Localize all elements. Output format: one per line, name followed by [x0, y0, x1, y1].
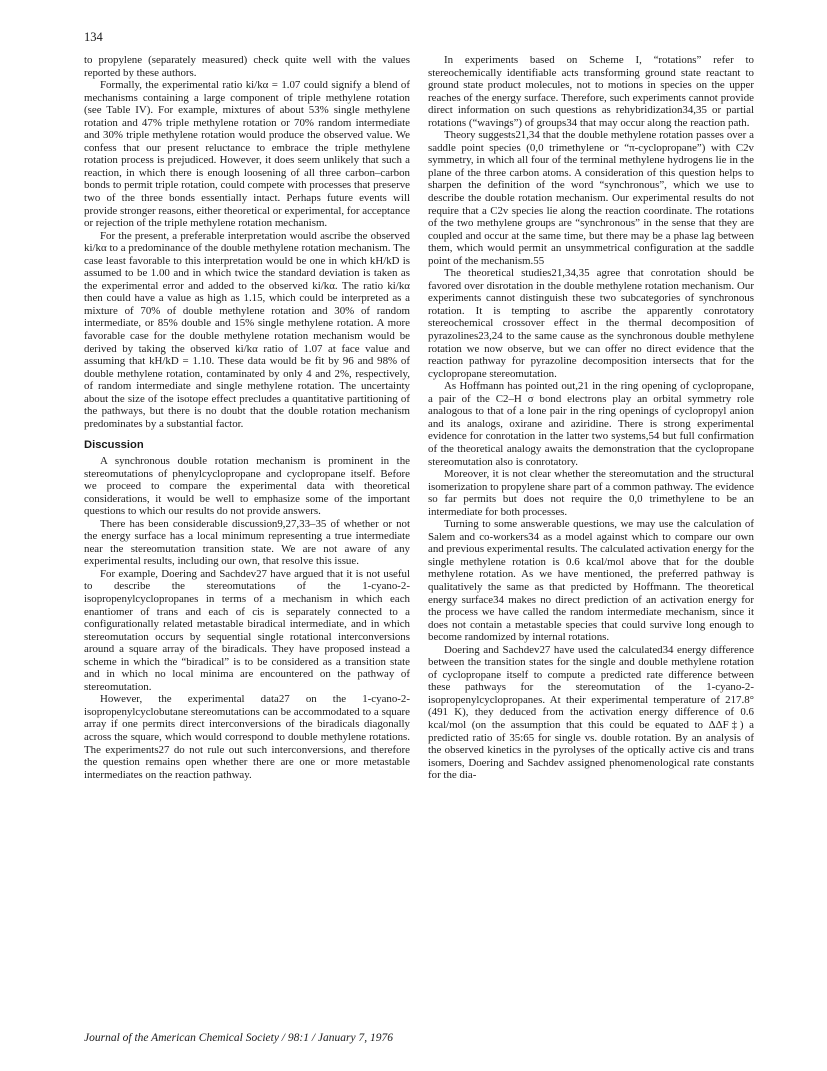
paragraph: The theoretical studies21,34,35 agree that conrotation should be favored over disrotation in the double methylene rotation mechanism. Our experiments cannot distinguish these two subcategories of synchronous rotation. It is tempting to ascribe the apparently conrotatory stereochemical crossover effect in the thermal decomposition of pyrazolines23,24 to the same cause as the synchronous double methylene rotation we now observe, but we can offer no direct evidence that the reaction pathway for pyrazoline decomposition intersects that for the cyclopropane stereomutation.: [428, 267, 754, 380]
paragraph: In experiments based on Scheme I, “rotations” refer to stereochemically identifiable acts transforming ground state reactant to ground state product molecules, not to motions in species on the upper reaches of the energy surface. Therefore, such experiments cannot provide direct information on such questions as rehybridization34,35 or partial rotations (“wavings”) of groups34 that may occur along the reaction path.: [428, 54, 754, 129]
section-heading: Discussion: [84, 439, 144, 452]
paragraph: to propylene (separately measured) check quite well with the values reported by these authors.: [84, 54, 410, 79]
paragraph: However, the experimental data27 on the 1-cyano-2-isopropenylcyclobutane stereomutations can be accommodated to a square array if one permits direct interconversions of the biradicals diagonally across the square, which would correspond to double methylene rotations. The experiments27 do not rule out such interconversions, and therefore the question remains open whether there are one or more metastable intermediates on the reaction pathway.: [84, 693, 410, 781]
paragraph: For the present, a preferable interpretation would ascribe the observed ki/kα to a predominance of the double methylene rotation mechanism. The case least favorable to this interpretation would be one in which kH/kD is assumed to be 1.00 and in which twice the standard deviation is taken as the experimental error and added to the observed ki/kα. The ratio ki/kα then could have a value as high as 1.15, which could be interpreted as a mixture of 70% of double methylene rotation and 30% of random intermediate, or 85% double and 15% single methylene rotation. A more favorable case for the double methylene rotation mechanism would be derived by taking the observed ki/kα ratio of 1.07 at face value and assuming that kH/kD = 1.10. These data would be fit by 96 and 98% of double methylene rotation, contaminated by only 4 and 2%, respectively, of random intermediate and single methylene rotation. The uncertainty about the size of the isotope effect precludes a quantitative partitioning of the pathways, but there is no doubt that the double rotation mechanism predominates by a substantial factor.: [84, 229, 410, 430]
left-column: [84, 54, 410, 781]
paragraph: Theory suggests21,34 that the double methylene rotation passes over a saddle point species (0,0 trimethylene or “π-cyclopropane”) with C2v symmetry, in which all four of the terminal methylene hydrogens lie in the plane of the three carbon atoms. A consideration of this question helps to sharpen the definition of the word “synchronous”, which we use to describe the double rotation mechanism. Our experimental results do not require that a C2v species lie along the reaction coordinate. The rotations of the two methylene groups are “synchronous” in the sense that they are coupled and occur at the same time, but there may be a phase lag between them, which would permit an unsymmetrical configuration at the saddle point of the mechanism.55: [428, 129, 754, 267]
paragraph: Formally, the experimental ratio ki/kα = 1.07 could signify a blend of mechanisms containing a large component of triple methylene rotation (see Table IV). For example, mixtures of about 53% single methylene rotation and 47% triple methylene rotation or 70% random intermediate and 30% triple methylene rotation would produce the observed value. We confess that our present reluctance to embrace the triple methylene rotation process is prejudiced. However, it does seem unlikely that such a reaction, in which there is enough loosening of all three carbon–carbon bonds to permit triple rotation, could compete with processes that preserve two of the three bonds essentially intact. Perhaps future events will provide stronger reasons, either theoretical or experimental, for acceptance or rejection of the triple methylene rotation mechanism.: [84, 79, 410, 230]
paragraph: As Hoffmann has pointed out,21 in the ring opening of cyclopropane, a pair of the C2–H σ bond electrons play an orbital symmetry role analogous to that of a lone pair in the ring openings of cyclopropyl anion and its analogs, oxirane and aziridine. There is strong experimental evidence for conrotation in the latter two systems,54 but full confirmation of the theoretical analogy awaits the demonstration that the cyclopropane stereomutation also is conrotatory.: [428, 380, 754, 468]
page-number: 134: [84, 30, 103, 44]
paragraph: Doering and Sachdev27 have used the calculated34 energy difference between the transition states for the single and double methylene rotation of cyclopropane itself to compute a predicted rate difference between these pathways for the stereomutation of the 1-cyano-2-isopropenylcyclopropanes. At their experimental temperature of 217.8° (491 K), they deduced from the activation energy difference of 0.6 kcal/mol (on the assumption that this could be equated to ΔΔF‡) a predicted ratio of 35:65 for single vs. double rotation. By an analysis of the observed kinetics in the pyrolyses of the optically active cis and trans isomers, Doering and Sachdev assigned phenomenological rate constants for the dia-: [428, 643, 754, 782]
right-column: [428, 54, 754, 782]
paragraph: A synchronous double rotation mechanism is prominent in the stereomutations of phenylcyclopropane and cyclopropane itself. Before we proceed to compare the experimental data with theoretical considerations, it would be well to emphasize some of the important questions to which our results do not provide answers.: [84, 454, 410, 518]
paragraph: There has been considerable discussion9,27,33–35 of whether or not the energy surface has a local minimum representing a true intermediate near the stereomutation transition state. We are not aware of any experimental results, including our own, that resolve this issue.: [84, 517, 410, 568]
journal-footer: Journal of the American Chemical Society / 98:1 / January 7, 1976: [84, 1032, 393, 1044]
paragraph: For example, Doering and Sachdev27 have argued that it is not useful to describe the stereomutations of the 1-cyano-2-isopropenylcyclopropanes in terms of a mechanism in which each enantiomer of trans and each of cis is separately connected to a configurationally related metastable biradical intermediate, and in which stereomutation occurs by sequential single rotational interconversions around a square array of the biradicals. They have proposed instead a scheme in which the “biradical” is to be considered as a transition state and in which no local minima are encountered on the pathway of stereomutation.: [84, 567, 410, 693]
paragraph: Turning to some answerable questions, we may use the calculation of Salem and co-workers34 as a model against which to compare our own and previous experimental results. The calculated activation energy for the single methylene rotation is 0.6 kcal/mol above that for the double methylene rotation. As we have mentioned, the preferred pathway is qualitatively the same as that predicted by Hoffmann. The theoretical energy surface34 makes no direct prediction of an activation energy for the process we have called the random intermediate mechanism, since it does not contain a metastable species that could survive long enough to become randomized by internal rotations.: [428, 518, 754, 644]
paragraph: Moreover, it is not clear whether the stereomutation and the structural isomerization to propylene share part of a common pathway. The evidence so far permits but does not require the 0,0 trimethylene to be an intermediate for both processes.: [428, 468, 754, 518]
